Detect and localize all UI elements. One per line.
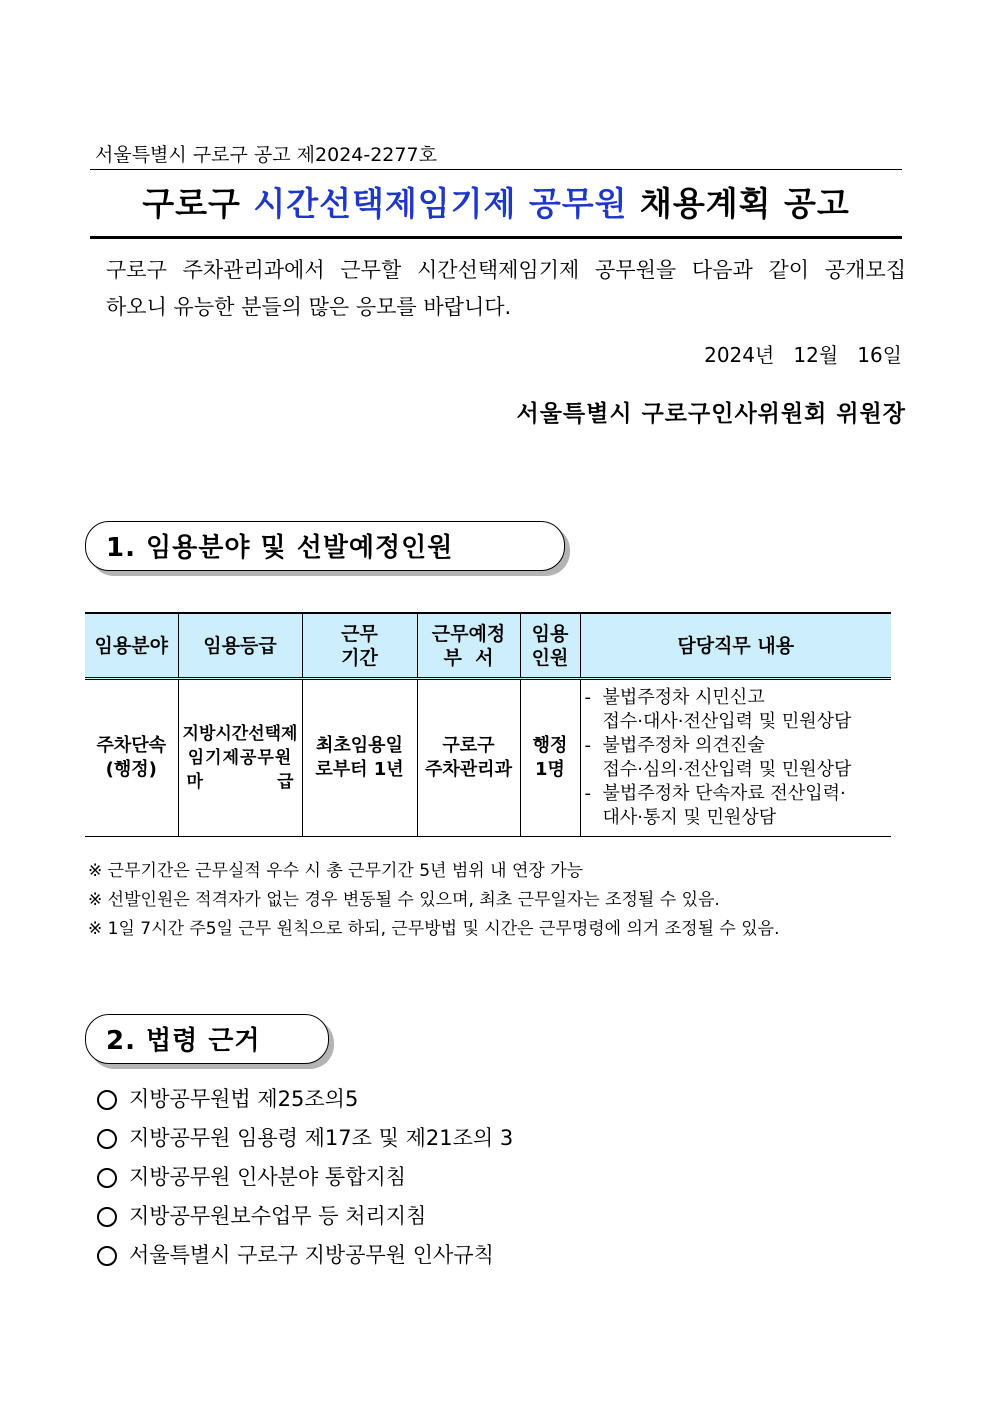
list-item: 지방공무원보수업무 등 처리지침: [97, 1197, 513, 1236]
notice-date: 2024년 12월 16일: [704, 343, 902, 367]
cell-field: 주차단속 (행정): [85, 679, 178, 837]
intro-line-2: 하오니 유능한 분들의 많은 응모를 바랍니다.: [106, 295, 512, 319]
table-header-row: [85, 613, 891, 679]
law-list: [97, 1080, 513, 1275]
intro-paragraph: [106, 252, 906, 326]
title-rule: [90, 236, 902, 239]
circle-bullet-icon: [97, 1246, 117, 1266]
cell-count: 행정 1명: [520, 679, 580, 837]
list-item: 지방공무원 임용령 제17조 및 제21조의 3: [97, 1119, 513, 1158]
cell-period: 최초임용일 로부터 1년: [302, 679, 417, 837]
title-suffix: 채용계획 공고: [627, 184, 850, 223]
circle-bullet-icon: [97, 1207, 117, 1227]
col-header-dept: 근무예정 부 서: [417, 613, 520, 679]
section-2-heading: [85, 1014, 329, 1064]
section-1-title: 1. 임용분야 및 선발예정인원: [106, 533, 454, 563]
duty-item: - 불법주정차 의견진술 접수·심의·전산입력 및 민원상담: [584, 735, 852, 780]
cell-grade: [178, 679, 302, 837]
note-item: ※ 1일 7시간 주5일 근무 원칙으로 하되, 근무방법 및 시간은 근무명령에 의거 조정될 수 있음.: [88, 919, 780, 939]
cell-duties: [580, 679, 891, 837]
list-item: 서울특별시 구로구 지방공무원 인사규칙: [97, 1236, 513, 1275]
notes-list: [88, 857, 780, 944]
table-row: [85, 679, 891, 837]
col-header-grade: 임용등급: [178, 613, 302, 679]
signer: 서울특별시 구로구인사위원회 위원장: [516, 401, 906, 427]
col-header-count: 임용 인원: [520, 613, 580, 679]
duty-item: - 불법주정차 단속자료 전산입력· 대사·통지 및 민원상담: [584, 783, 846, 828]
title-highlight: 시간선택제임기제 공무원: [253, 184, 628, 223]
section-1-heading: [85, 521, 565, 571]
title-prefix: 구로구: [142, 184, 254, 223]
list-item: 지방공무원 인사분야 통합지침: [97, 1158, 513, 1197]
circle-bullet-icon: [97, 1090, 117, 1110]
col-header-duties: 담당직무 내용: [580, 613, 891, 679]
recruitment-table: [85, 612, 891, 837]
grade-line-1: 지방시간선택제: [182, 724, 298, 744]
page-title: [90, 178, 902, 225]
section-2-title: 2. 법령 근거: [106, 1026, 261, 1056]
note-item: ※ 선발인원은 적격자가 없는 경우 변동될 수 있으며, 최초 근무일자는 조정될 수 있음.: [88, 890, 720, 910]
list-item: 지방공무원법 제25조의5: [97, 1080, 513, 1119]
duty-item: - 불법주정차 시민신고 접수·대사·전산입력 및 민원상담: [584, 687, 852, 732]
col-header-field: 임용분야: [85, 613, 178, 679]
intro-line-1: 구로구 주차관리과에서 근무할 시간선택제임기제 공무원을 다음과 같이 공개모집: [106, 258, 906, 282]
circle-bullet-icon: [97, 1168, 117, 1188]
grade-line-3: 마 급: [186, 772, 294, 792]
circle-bullet-icon: [97, 1129, 117, 1149]
cell-dept: 구로구 주차관리과: [417, 679, 520, 837]
note-item: ※ 근무기간은 근무실적 우수 시 총 근무기간 5년 범위 내 연장 가능: [88, 861, 584, 881]
notice-number: 서울특별시 구로구 공고 제2024-2277호: [95, 144, 437, 166]
col-header-period: 근무 기간: [302, 613, 417, 679]
grade-line-2: 임기제공무원: [187, 748, 293, 768]
header-rule: [90, 169, 902, 170]
